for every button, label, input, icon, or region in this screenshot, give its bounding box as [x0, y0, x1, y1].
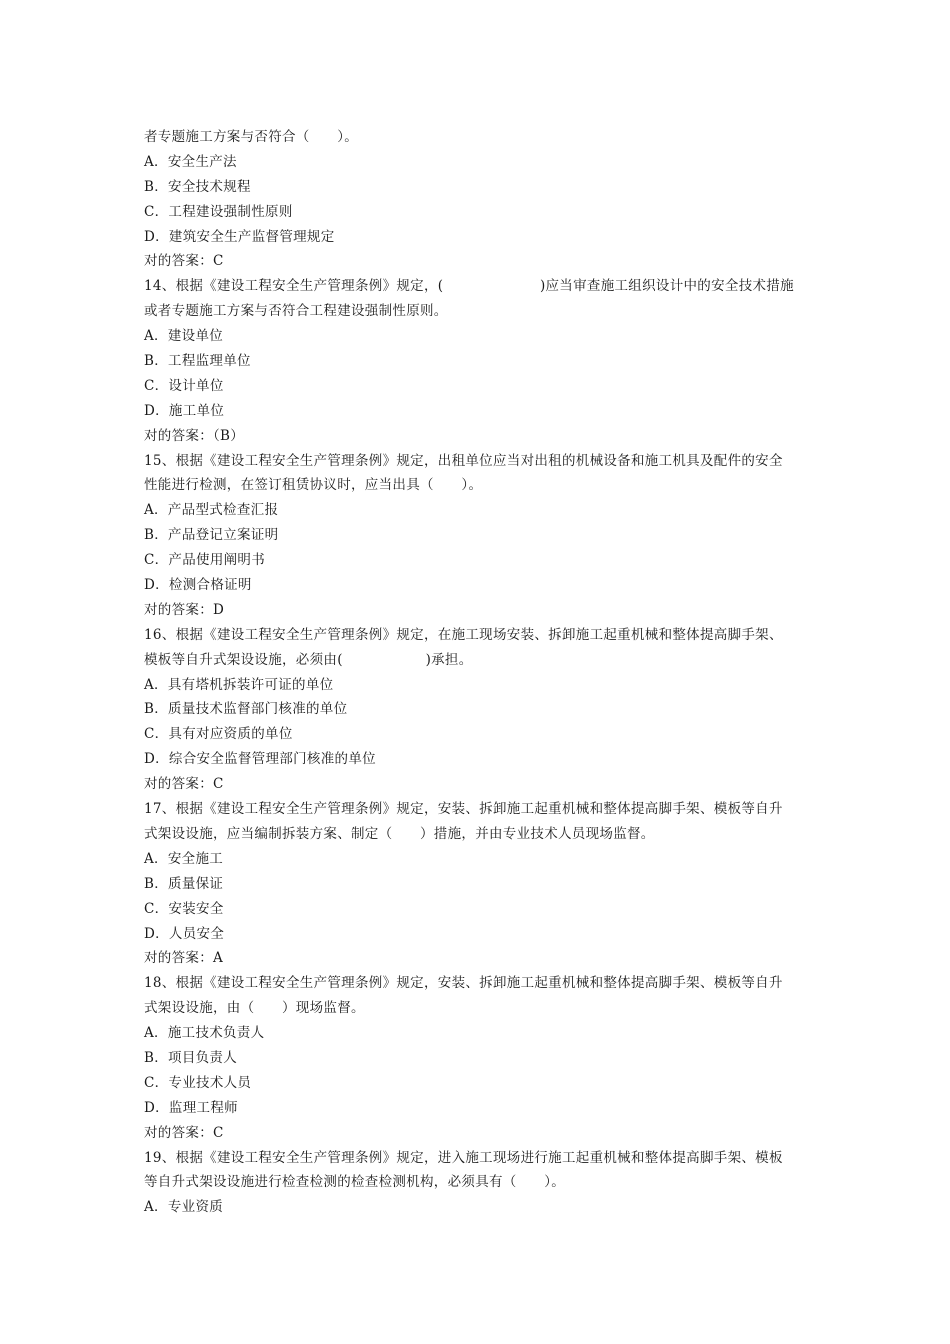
option-line: A．产品型式检查汇报	[144, 502, 279, 519]
option-line: D．监理工程师	[144, 1099, 238, 1116]
option-line: A．施工技术负责人	[144, 1025, 265, 1042]
question-line: 模板等自升式架设设施，必须由( )承担。	[144, 651, 473, 668]
text-line: 者专题施工方案与否符合（ ）。	[144, 129, 359, 145]
option-line: A．安全施工	[144, 850, 224, 867]
question-line: 式架设设施，由（ ）现场监督。	[144, 1000, 365, 1017]
question-line: 等自升式架设设施进行检查检测的检查检测机构，必须具有（ ）。	[144, 1174, 566, 1191]
option-line: C．工程建设强制性原则	[144, 203, 293, 220]
answer-line: 对的答案：D	[144, 601, 225, 618]
option-line: C．专业技术人员	[144, 1074, 252, 1091]
option-line: B．质量技术监督部门核准的单位	[144, 701, 348, 718]
option-line: A．安全生产法	[144, 153, 237, 170]
option-line: D．建筑安全生产监督管理规定	[144, 228, 335, 245]
answer-line: 对的答案：（B）	[144, 427, 245, 444]
option-line: B．安全技术规程	[144, 178, 251, 195]
option-line: C．安装安全	[144, 900, 224, 917]
option-line: A．专业资质	[144, 1199, 224, 1216]
document-page	[144, 125, 814, 1220]
answer-line: 对的答案：A	[144, 950, 224, 967]
option-line: D．施工单位	[144, 402, 225, 419]
option-line: C．产品使用阐明书	[144, 552, 266, 569]
question-line: 性能进行检测，在签订租赁协议时，应当出具（ ）。	[144, 477, 483, 494]
question-line: 18、根据《建设工程安全生产管理条例》规定，安装、拆卸施工起重机械和整体提高脚手架、模板等自升	[144, 975, 783, 992]
question-line: 19、根据《建设工程安全生产管理条例》规定，进入施工现场进行施工起重机械和整体提高脚手架、模板	[144, 1149, 783, 1166]
option-line: C．设计单位	[144, 377, 224, 394]
answer-line: 对的答案：C	[144, 1124, 224, 1141]
option-line: D．检测合格证明	[144, 577, 252, 594]
question-line: 16、根据《建设工程安全生产管理条例》规定，在施工现场安装、拆卸施工起重机械和整体提高脚手架、	[144, 626, 783, 643]
option-line: A．建设单位	[144, 328, 224, 345]
answer-line: 对的答案：C	[144, 776, 224, 793]
question-line: 式架设设施，应当编制拆装方案、制定（ ）措施，并由专业技术人员现场监督。	[144, 825, 655, 842]
option-line: D．人员安全	[144, 925, 225, 942]
question-line: 14、根据《建设工程安全生产管理条例》规定，( )应当审查施工组织设计中的安全技术措施	[144, 278, 794, 295]
option-line: B．质量保证	[144, 875, 224, 892]
option-line: A．具有塔机拆装许可证的单位	[144, 676, 334, 693]
option-line: B．项目负责人	[144, 1049, 238, 1066]
answer-line: 对的答案：C	[144, 253, 224, 270]
option-line: B．产品登记立案证明	[144, 527, 279, 544]
option-line: D．综合安全监督管理部门核准的单位	[144, 751, 376, 768]
option-line: B．工程监理单位	[144, 353, 251, 370]
question-line: 15、根据《建设工程安全生产管理条例》规定，出租单位应当对出租的机械设备和施工机具及配件的安全	[144, 452, 783, 469]
question-line: 或者专题施工方案与否符合工程建设强制性原则。	[144, 303, 448, 320]
question-line: 17、根据《建设工程安全生产管理条例》规定，安装、拆卸施工起重机械和整体提高脚手架、模板等自升	[144, 801, 783, 818]
option-line: C．具有对应资质的单位	[144, 726, 293, 743]
